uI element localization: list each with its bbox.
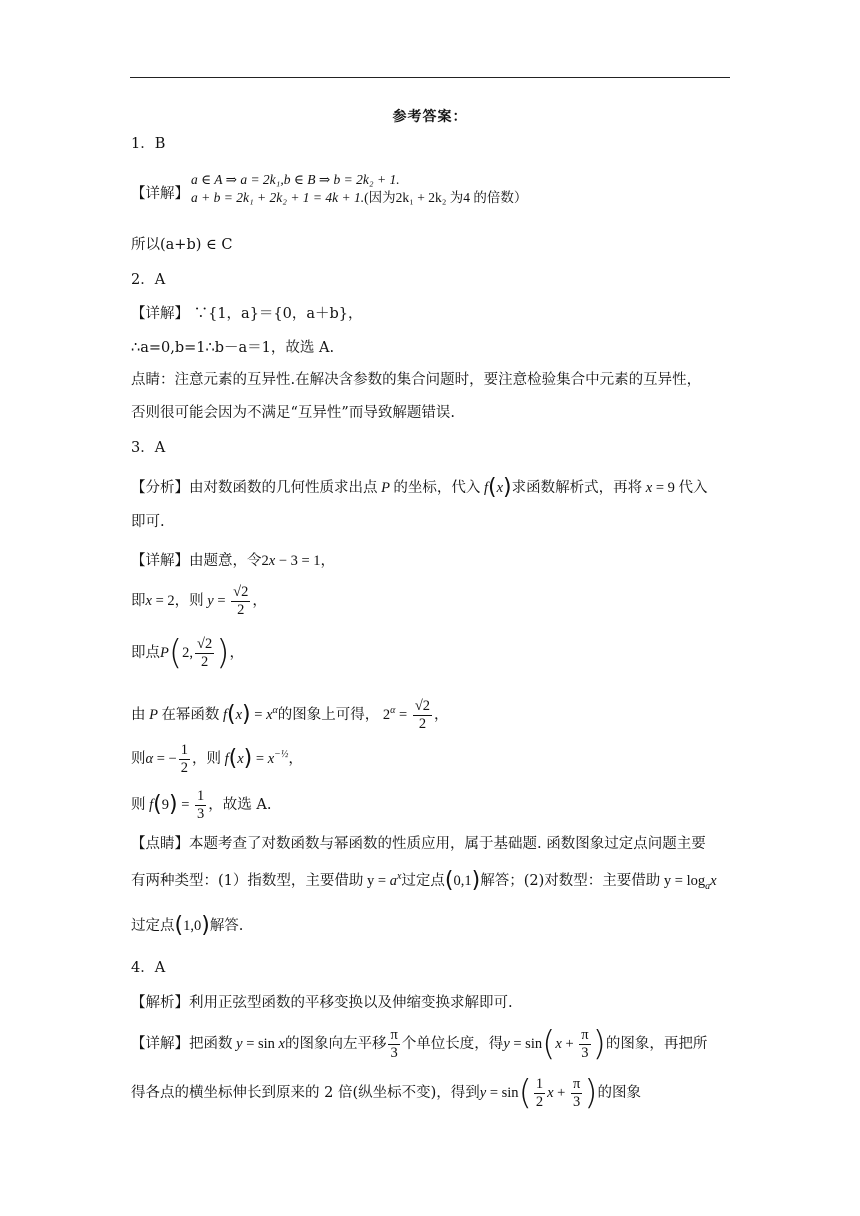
q1-answer: 1．B [131, 136, 166, 152]
q2-note-2: 否则很可能会因为不满足“互异性”而导致解题错误. [131, 405, 455, 421]
q4-analysis: 【解析】利用正弦型函数的平移变换以及伸缩变换求解即可. [131, 995, 513, 1011]
q3-analysis-end: 即可. [131, 514, 165, 530]
q3-step-4: 则α = − $\frac{1}{2}$ ，则 $f(x) = x^{-\frac{1}{2}}$， [131, 742, 303, 776]
q3-step-3: 由 P 在幂函数 $f(x) = x^\alpha$的图象上可得， $2^\alpha$ = $\frac{√2}{2}$ ， [131, 698, 449, 732]
q4-line-2: 得各点的横坐标伸长到原来的 2 倍(纵坐标不变)，得到y = sin( $\frac{1}{2}$ x + $\frac{\pi}{3}$ )的图象 [131, 1073, 642, 1114]
q1-conclusion: 所以(a+b) ∈ C [131, 237, 233, 253]
q1-detail-tag: 【详解】 [131, 186, 189, 202]
q3-note-2: 有两种类型：(1）指数型，主要借助 $y = a^x$过定点(0,1)解答；(2)对数型：主要借助 $y = \log_ax$ [131, 868, 717, 893]
q3-note-3: 过定点(1,0)解答. [131, 913, 244, 938]
q3-step-5: 则 f(9) = $\frac{1}{3}$ ，故选 A. [131, 788, 272, 822]
header-rule [130, 77, 730, 78]
q3-answer: 3．A [131, 440, 166, 456]
q2-step: ∴a=0,b=1∴b－a＝1，故选 A. [131, 340, 335, 356]
q3-analysis: 【分析】由对数函数的几何性质求出点 P 的坐标，代入 f(x)求函数解析式，再将 x = 9 代入 [131, 475, 708, 500]
q2-note-1: 点睛：注意元素的互异性.在解决含参数的集合问题时，要注意检验集合中元素的互异性， [131, 372, 702, 388]
q3-step-2: 即点P(2, $\frac{√2}{2}$ )， [131, 633, 244, 674]
page-title: 参考答案： [392, 109, 468, 125]
q3-note-1: 【点睛】本题考查了对数函数与幂函数的性质应用，属于基础题. 函数图象过定点问题主要 [131, 836, 706, 852]
q1-line-a: a ∈ A ⇒ a = 2k₁,b ∈ B ⇒ b = 2k₂ + 1. [191, 172, 400, 187]
q4-answer: 4．A [131, 960, 166, 976]
q1-line-b: a + b = 2k₁ + 2k₂ + 1 = 4k + 1.(因为2k₁ + 2k₂ 为4 的倍数） [191, 190, 528, 206]
q2-detail: 【详解】 ∵{1，a}＝{0，a＋b}， [131, 306, 363, 322]
q4-detail: 【详解】把函数 y = sin x的图象向左平移 $\frac{\pi}{3}$ 个单位长度，得y = sin(x + $\frac{\pi}{3}$ )的图象，再把所 [131, 1024, 708, 1065]
q3-step-1: 即x = 2，则 y = $\frac{√2}{2}$ ， [131, 584, 267, 618]
q3-detail: 【详解】由题意，令2x − 3 = 1， [131, 553, 336, 569]
q2-answer: 2．A [131, 272, 166, 288]
q1-derivation [191, 171, 527, 207]
